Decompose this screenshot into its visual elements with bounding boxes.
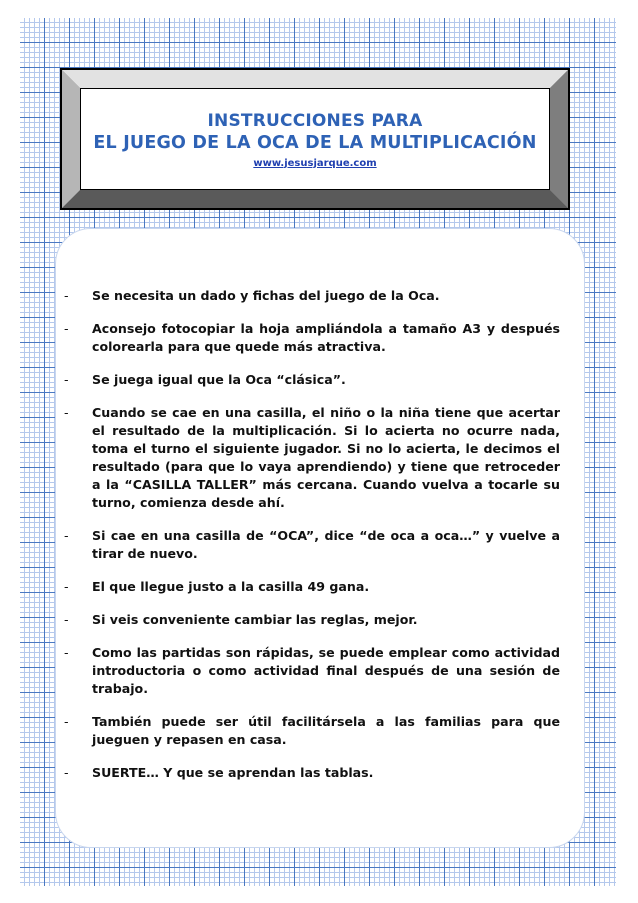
instruction-text: Como las partidas son rápidas, se puede emplear como actividad introductoria o como actividad final después de una sesión de trabajo. bbox=[92, 645, 560, 696]
bullet-dash: - bbox=[64, 321, 69, 336]
title-line-2: EL JUEGO DE LA OCA DE LA MULTIPLICACIÓN bbox=[93, 132, 537, 153]
list-item bbox=[64, 287, 560, 305]
bullet-dash: - bbox=[64, 645, 69, 660]
list-item bbox=[64, 527, 560, 563]
title-line-1: INSTRUCCIONES PARA bbox=[207, 110, 423, 131]
list-item bbox=[64, 371, 560, 389]
list-item bbox=[64, 713, 560, 749]
bullet-dash: - bbox=[64, 714, 69, 729]
title-panel bbox=[80, 88, 550, 190]
list-item bbox=[64, 764, 560, 782]
instruction-text: Si veis conveniente cambiar las reglas, mejor. bbox=[92, 612, 418, 627]
bullet-dash: - bbox=[64, 579, 69, 594]
instruction-text: También puede ser útil facilitársela a las familias para que jueguen y repasen en casa. bbox=[92, 714, 560, 747]
list-item bbox=[64, 611, 560, 629]
bullet-dash: - bbox=[64, 288, 69, 303]
instruction-text: Aconsejo fotocopiar la hoja ampliándola a tamaño A3 y después colorearla para que quede más atractiva. bbox=[92, 321, 560, 354]
list-item bbox=[64, 644, 560, 698]
bullet-dash: - bbox=[64, 405, 69, 420]
instruction-text: El que llegue justo a la casilla 49 gana. bbox=[92, 579, 370, 594]
list-item bbox=[64, 578, 560, 596]
instruction-text: Se juega igual que la Oca “clásica”. bbox=[92, 372, 346, 387]
bullet-dash: - bbox=[64, 372, 69, 387]
bevel-bottom bbox=[62, 190, 568, 208]
bevel-top bbox=[62, 70, 568, 88]
instruction-text: Si cae en una casilla de “OCA”, dice “de oca a oca…” y vuelve a tirar de nuevo. bbox=[92, 528, 560, 561]
bullet-dash: - bbox=[64, 528, 69, 543]
instruction-text: Se necesita un dado y fichas del juego de la Oca. bbox=[92, 288, 440, 303]
website-link[interactable]: www.jesusjarque.com bbox=[253, 157, 377, 169]
bevel-left bbox=[62, 70, 80, 208]
instructions-list bbox=[64, 287, 560, 797]
title-frame bbox=[60, 68, 570, 210]
list-item bbox=[64, 320, 560, 356]
instruction-text: SUERTE… Y que se aprendan las tablas. bbox=[92, 765, 374, 780]
list-item bbox=[64, 404, 560, 512]
bevel-right bbox=[550, 70, 568, 208]
instruction-text: Cuando se cae en una casilla, el niño o la niña tiene que acertar el resultado de la multiplicación. Si lo acierta no ocurre nada, toma el turno el siguiente jugador. Si no lo acierta, le decimos el resultado (para que lo vaya aprendiendo) y tiene que retroceder a la “CASILLA TALLER” más cercana. Cuando vuelva a tocarle su turno, comienza desde ahí. bbox=[92, 405, 560, 510]
bullet-dash: - bbox=[64, 612, 69, 627]
bullet-dash: - bbox=[64, 765, 69, 780]
